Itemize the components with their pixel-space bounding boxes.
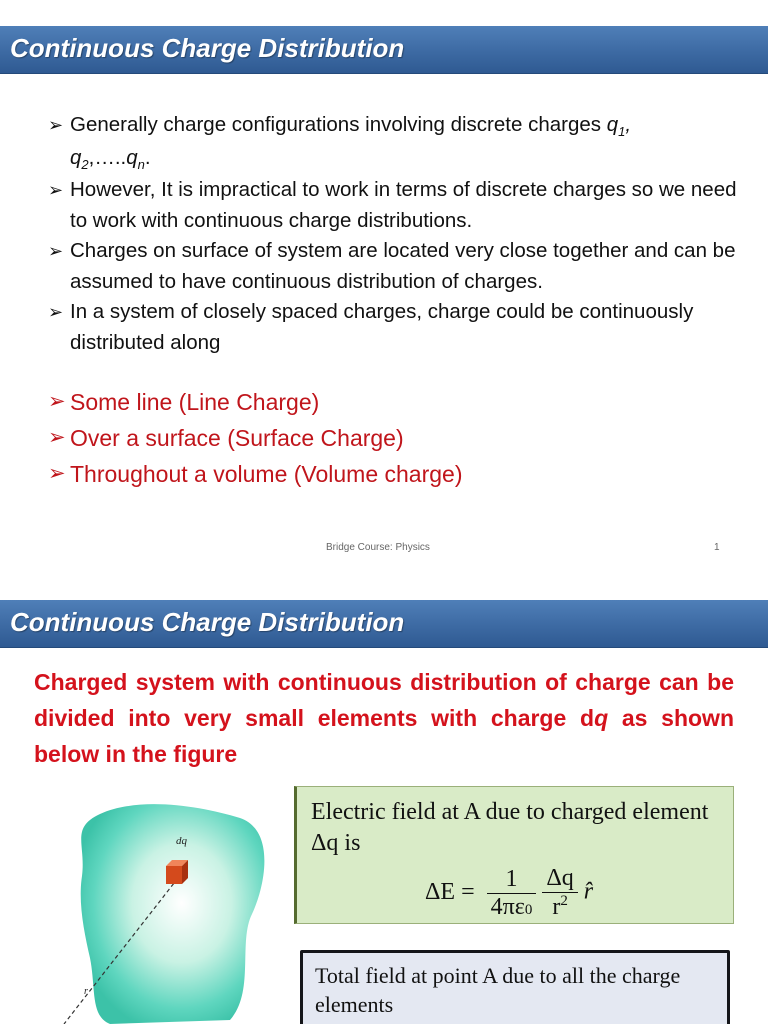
slide-footer: Bridge Course: Physics [326, 542, 430, 553]
charged-body-illustration [30, 792, 280, 1024]
charge-distribution-figure [30, 792, 280, 1024]
comma: , [625, 113, 632, 136]
arrow-bullet-icon: ➢ [48, 115, 64, 135]
r-label: r [84, 986, 88, 997]
equation-lhs: ΔE = [425, 878, 475, 905]
charged-body-shape [81, 804, 265, 1024]
subscript: 1 [618, 124, 626, 139]
bullet-text: Generally charge configurations involving discrete charges [70, 113, 607, 136]
title-bar [0, 600, 768, 648]
red-list-item [48, 456, 748, 492]
dq-label: dq [176, 835, 187, 847]
total-field-box [300, 950, 730, 1024]
ellipsis: ,….. [88, 145, 127, 169]
subscript: 2 [81, 156, 89, 172]
bullet-list [48, 110, 748, 358]
period: . [144, 145, 151, 169]
subscript: n [137, 156, 145, 172]
superscript: 2 [560, 893, 568, 909]
fraction-numerator: Δq [542, 865, 577, 893]
bullet-text: In a system of closely spaced charges, charge could be continuously distributed along [70, 300, 694, 354]
unit-vector: r̂ [583, 878, 594, 905]
fraction-denominator: 4πε [490, 893, 525, 920]
symbol-q: q [594, 705, 609, 731]
red-list-item [48, 420, 748, 456]
intro-paragraph [34, 664, 734, 772]
red-item-text: Some line (Line Charge) [70, 389, 320, 415]
fraction-1 [487, 866, 537, 921]
arrow-bullet-icon: ➢ [48, 180, 64, 200]
bullet-item [48, 110, 748, 175]
symbol-q: q [606, 113, 619, 136]
bullet-item [48, 236, 748, 297]
title-bar [0, 26, 768, 74]
arrow-bullet-icon: ➢ [48, 462, 66, 485]
symbol-q: q [126, 145, 138, 169]
distribution-types-list [48, 384, 748, 492]
bullet-item [48, 297, 748, 358]
fraction-denominator: r [552, 894, 561, 920]
fraction-2 [542, 865, 577, 921]
arrow-bullet-icon: ➢ [48, 302, 64, 322]
bullet-item [48, 175, 748, 236]
arrow-bullet-icon: ➢ [48, 241, 64, 261]
arrow-bullet-icon: ➢ [48, 426, 66, 449]
charge-element-cube [166, 860, 188, 884]
paragraph-text: Charged system with continuous distribution of charge can be divided into very small elements with charge d [34, 669, 734, 731]
box-text: Electric field at A due to charged element Δq is [311, 799, 709, 856]
paragraph-text: as shown below in the figure [34, 705, 734, 767]
slide-title: Continuous Charge Distribution [10, 607, 405, 637]
electric-field-box [294, 786, 734, 924]
fraction-numerator: 1 [487, 866, 537, 894]
slide-2 [0, 584, 768, 1024]
slide-title: Continuous Charge Distribution [10, 33, 405, 63]
electric-field-equation [425, 865, 593, 921]
arrow-bullet-icon: ➢ [48, 390, 66, 413]
page-number: 1 [714, 542, 720, 553]
symbol-q: q [70, 145, 82, 169]
box-text: Total field at point A due to all the charge elements [315, 963, 681, 1017]
subscript: 0 [524, 901, 533, 918]
red-item-text: Over a surface (Surface Charge) [70, 425, 404, 451]
red-list-item [48, 384, 748, 420]
bullet-text: However, It is impractical to work in terms of discrete charges so we need to work with continuous charge distributions. [70, 178, 737, 232]
bullet-text: Charges on surface of system are located very close together and can be assumed to have continuous distribution of charges. [70, 239, 736, 293]
red-item-text: Throughout a volume (Volume charge) [70, 461, 463, 487]
